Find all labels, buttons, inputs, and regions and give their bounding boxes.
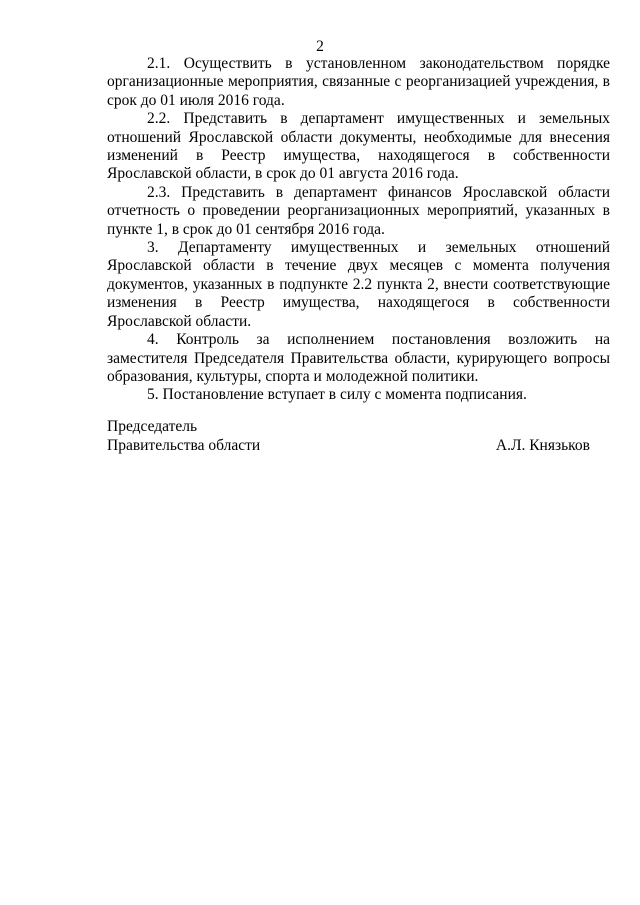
signature-block: [107, 418, 590, 456]
paragraph-5: 5. Постановление вступает в силу с момента подписания.: [147, 386, 527, 404]
page-number: 2: [316, 38, 324, 55]
signature-title-row: [107, 418, 590, 437]
paragraph-4: 4. Контроль за исполнением постановления возложить на заместителя Председателя Правительства области, курирующего вопросы образования, культуры, спорта и молодежной политики.: [107, 331, 610, 385]
paragraph-2-2: 2.2. Представить в департамент имущественных и земельных отношений Ярославской области документы, необходимые для внесения изменений в Реестр имущества, находящегося в собственности Ярославской области, в срок до 01 августа 2016 года.: [107, 110, 610, 183]
signature-name-row: [107, 437, 590, 456]
document-body: [107, 55, 610, 405]
signature-title-line1: Председатель: [107, 418, 198, 435]
paragraph-2-1: 2.1. Осуществить в установленном законодательством порядке организационные мероприятия, связанные с реорганизацией учреждения, в срок до 01 июля 2016 года.: [107, 55, 610, 109]
paragraph-2-3: 2.3. Представить в департамент финансов Ярославской области отчетность о проведении реорганизационных мероприятий, указанных в пункте 1, в срок до 01 сентября 2016 года.: [107, 183, 610, 238]
signature-title-line2: Правительства области: [107, 437, 261, 454]
signatory-name: А.Л. Князьков: [495, 437, 590, 454]
paragraph-3: 3. Департаменту имущественных и земельных отношений Ярославской области в течение двух месяцев с момента получения документов, указанных в подпункте 2.2 пункта 2, внести соответствующие изменения в Реестр имущества, находящегося в собственности Ярославской области.: [107, 239, 610, 330]
